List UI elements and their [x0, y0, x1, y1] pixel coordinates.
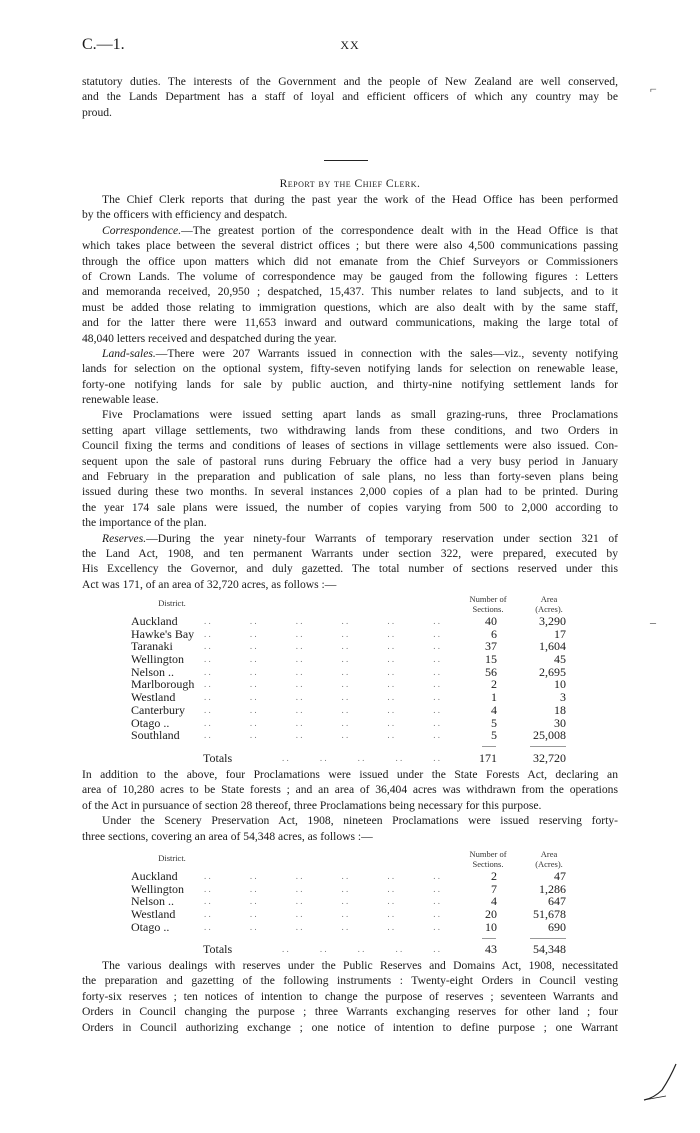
leader-dots: . . . . . . . . . . — [282, 944, 440, 955]
text-line: the year 174 sale plans were issued, the number of copies varying from 500 to 2,000 according to — [82, 500, 618, 514]
area-cell: 3,290 — [539, 614, 566, 628]
sum-rule — [482, 938, 496, 939]
text-line: Orders in Council changing the purpose ; three Warrants exchanging reserves for other land ; four — [82, 1005, 618, 1019]
area-cell: 18 — [554, 702, 566, 717]
text-line: the preparation and gazetting of the following instruments : Twenty-eight Orders in Council vesting — [82, 974, 618, 988]
leader-dots: . . . . . . . . . . — [282, 752, 440, 763]
district-cell: Auckland — [131, 869, 178, 883]
sections-cell: 37 — [485, 639, 497, 654]
leader-dots: . . . . . . . . . . . . — [204, 730, 440, 741]
text-line: of Crown Lands. The volume of correspondence may be gauged from the following figures : Letters — [82, 269, 618, 283]
totals-sections: 43 — [485, 942, 497, 957]
text-line — [82, 223, 618, 238]
sections-cell: 5 — [491, 715, 497, 730]
table-row — [82, 729, 582, 742]
area-cell: 1,286 — [539, 881, 566, 896]
area-cell: 690 — [548, 919, 566, 934]
text-run: —There were 207 Warrants issued in connection with the sales—viz., seventy notifying — [155, 346, 618, 360]
column-header-area: Area (Acres). — [535, 594, 563, 614]
column-header-number: Number of Sections. — [469, 594, 507, 614]
table-row — [82, 615, 582, 628]
text-line — [82, 346, 618, 361]
text-line: forty-one notifying lands for sale by public auction, and thirty-nine notifying settlement lands for — [82, 377, 618, 391]
leader-dots: . . . . . . . . . . . . — [204, 883, 440, 894]
page-number: XX — [340, 38, 360, 52]
table-row — [82, 908, 582, 921]
sections-cell: 5 — [491, 728, 497, 743]
area-cell: 45 — [554, 652, 566, 667]
district-cell: Auckland — [131, 614, 178, 628]
text-line: by the officers with efficiency and despatch. — [82, 208, 288, 222]
paragraph-lead: Land-sales. — [102, 346, 156, 360]
district-cell: Marlborough — [131, 677, 195, 692]
text-line: His Excellency the Governor, and duly gazetted. The total number of sections reserved under this — [82, 562, 618, 576]
text-line: forty-six reserves ; ten notices of intention to change the purpose of reserves ; seventeen Warrants and — [82, 989, 618, 1003]
section-heading: Report by the Chief Clerk. — [279, 177, 421, 190]
table-row — [82, 921, 582, 934]
district-cell: Nelson .. — [131, 664, 174, 679]
sections-cell: 15 — [485, 652, 497, 667]
sections-cell: 2 — [491, 869, 497, 883]
district-cell: Otago .. — [131, 715, 170, 730]
sections-cell: 7 — [491, 881, 497, 896]
area-cell: 30 — [554, 715, 566, 730]
text-line: issued during these two months. In several instances 2,000 copies of a plan had to be printed. During — [82, 485, 618, 499]
sections-cell: 20 — [485, 907, 497, 922]
body-paragraphs-c — [82, 958, 618, 1035]
text-line: setting apart village settlements, two withdrawing lands from these conditions, and two Orders in — [82, 423, 618, 437]
leader-dots: . . . . . . . . . . . . — [204, 717, 440, 728]
text-line — [82, 531, 618, 546]
totals-row — [82, 943, 582, 956]
totals-label: Totals — [203, 942, 233, 957]
text-line: In addition to the above, four Proclamations were issued under the State Forests Act, declaring an — [82, 768, 618, 781]
column-header-area: Area (Acres). — [535, 849, 563, 869]
table-body — [82, 870, 582, 956]
leader-dots: . . . . . . . . . . . . — [204, 704, 440, 715]
column-header-district: District. — [158, 853, 186, 863]
intro-paragraph — [82, 74, 618, 120]
text-line: 48,040 letters received and despatched during the year. — [82, 331, 337, 345]
leader-dots: . . . . . . . . . . . . — [204, 871, 440, 881]
totals-area: 54,348 — [533, 942, 566, 957]
district-cell: Otago .. — [131, 919, 170, 934]
district-cell: Southland — [131, 728, 180, 743]
text-line: the importance of the plan. — [82, 516, 207, 530]
area-cell: 17 — [554, 626, 566, 641]
margin-mark: ⌐ — [650, 82, 657, 96]
text-line: Five Proclamations were issued setting apart lands as small grazing-runs, three Proclamations — [102, 408, 618, 422]
text-run: —During the year ninety-four Warrants of temporary reservation under section 321 of — [146, 531, 618, 545]
paragraph-lead: Reserves. — [102, 531, 147, 545]
body-paragraphs-a — [82, 192, 618, 592]
area-cell: 3 — [560, 690, 566, 705]
leader-dots: . . . . . . . . . . . . — [204, 666, 440, 677]
text-line: and February in the preparation and publication of sale plans, no less than forty-seven plans being — [82, 470, 618, 484]
column-header-number: Number of Sections. — [469, 849, 507, 869]
text-line: renewable lease. — [82, 393, 159, 407]
totals-label: Totals — [203, 750, 233, 765]
area-cell: 647 — [548, 894, 566, 909]
sections-cell: 6 — [491, 626, 497, 641]
sections-cell: 56 — [485, 664, 497, 679]
table-body — [82, 615, 582, 765]
sections-cell: 4 — [491, 894, 497, 909]
table-row — [82, 653, 582, 666]
district-cell: Wellington — [131, 652, 185, 667]
area-cell: 2,695 — [539, 664, 566, 679]
leader-dots: . . . . . . . . . . . . — [204, 909, 440, 920]
leader-dots: . . . . . . . . . . . . — [204, 679, 440, 690]
area-cell: 25,008 — [533, 728, 566, 743]
text-line: sequent upon the sale of pastoral runs during February the office had a very busy period in January — [82, 454, 618, 468]
leader-dots: . . . . . . . . . . . . — [204, 692, 440, 703]
text-line: and for the latter there were 11,653 inward and outward communications, making the large total of — [82, 316, 618, 330]
table-row — [82, 704, 582, 717]
district-cell: Nelson .. — [131, 894, 174, 909]
leader-dots: . . . . . . . . . . . . — [204, 896, 440, 907]
table-row — [82, 691, 582, 704]
text-line: through the office upon matters which did not emanate from the Chief Surveyors or Commissioners — [82, 254, 618, 268]
area-cell: 10 — [554, 677, 566, 692]
margin-pen-stroke — [640, 1060, 680, 1105]
leader-dots: . . . . . . . . . . . . — [204, 921, 440, 932]
area-cell: 51,678 — [533, 907, 566, 922]
column-header-district: District. — [158, 598, 186, 608]
sections-cell: 2 — [491, 677, 497, 692]
text-line: and the Lands Department has a staff of loyal and efficient officers of which any country may be — [82, 90, 618, 104]
text-line: of the Act in pursuance of section 28 thereof, three Proclamations being necessary for this purpose. — [82, 798, 542, 812]
sections-cell: 1 — [491, 690, 497, 705]
text-line: three sections, covering an area of 54,348 acres, as follows :— — [82, 829, 373, 843]
district-cell: Canterbury — [131, 702, 185, 717]
text-line: which takes place between the several district offices ; but there were also 4,500 communications passing — [82, 239, 618, 253]
sections-cell: 40 — [485, 614, 497, 628]
area-cell: 1,604 — [539, 639, 566, 654]
sum-rule — [482, 746, 496, 747]
totals-sections: 171 — [479, 750, 497, 765]
leader-dots: . . . . . . . . . . . . — [204, 641, 440, 652]
leader-dots: . . . . . . . . . . . . — [204, 616, 440, 626]
text-run: —The greatest portion of the correspondence dealt with in the Head Office is that — [181, 223, 618, 237]
sections-cell: 4 — [491, 702, 497, 717]
sum-rule — [530, 938, 566, 939]
text-line: The various dealings with reserves under the Public Reserves and Domains Act, 1908, necessitated — [102, 959, 618, 972]
district-cell: Westland — [131, 907, 176, 922]
text-line: and memoranda received, 20,950 ; despatched, 15,437. This number relates to land subjects, and to it — [82, 285, 618, 299]
document-reference: C.—1. — [82, 36, 125, 53]
text-line: must be added those relating to immigration questions, which are also dealt with by the same staff, — [82, 300, 618, 314]
text-line: the Land Act, 1908, and ten permanent Warrants under section 322, were prepared, executed by — [82, 546, 618, 560]
text-line: Council fixing the terms and conditions of leases of sections in village settlements were also issued. Con- — [82, 439, 618, 453]
body-paragraphs-b — [82, 767, 618, 844]
district-cell: Taranaki — [131, 639, 173, 654]
paragraph-lead: Correspondence. — [102, 223, 182, 237]
text-line: lands for selection on the optional system, fifty-seven notifying lands for selection on renewable lease, — [82, 362, 618, 376]
sections-cell: 10 — [485, 919, 497, 934]
area-cell: 47 — [554, 869, 566, 883]
totals-row — [82, 752, 582, 765]
text-line: statutory duties. The interests of the Government and the people of New Zealand are well conserved, — [82, 75, 618, 88]
margin-mark: – — [650, 615, 656, 629]
totals-area: 32,720 — [533, 750, 566, 765]
district-cell: Westland — [131, 690, 176, 705]
table-row — [82, 870, 582, 883]
district-cell: Wellington — [131, 881, 185, 896]
section-divider — [324, 160, 368, 161]
sum-rule — [530, 746, 566, 747]
leader-dots: . . . . . . . . . . . . — [204, 628, 440, 639]
text-line: Orders in Council authorizing exchange ; one notice of intention to define purpose ; one Warrant — [82, 1020, 618, 1034]
leader-dots: . . . . . . . . . . . . — [204, 654, 440, 665]
text-line: area of 10,280 acres to be State forests ; and an area of 36,404 acres was withdrawn from the operations — [82, 783, 618, 797]
table-spacer — [82, 742, 582, 752]
district-cell: Hawke's Bay — [131, 626, 195, 641]
table-spacer — [82, 933, 582, 943]
text-line: The Chief Clerk reports that during the past year the work of the Head Office has been performed — [102, 193, 618, 206]
text-line: Act was 171, of an area of 32,720 acres, as follows :— — [82, 577, 337, 591]
text-line: Under the Scenery Preservation Act, 1908, nineteen Proclamations were issued reserving forty- — [102, 814, 618, 828]
text-line: proud. — [82, 105, 112, 119]
